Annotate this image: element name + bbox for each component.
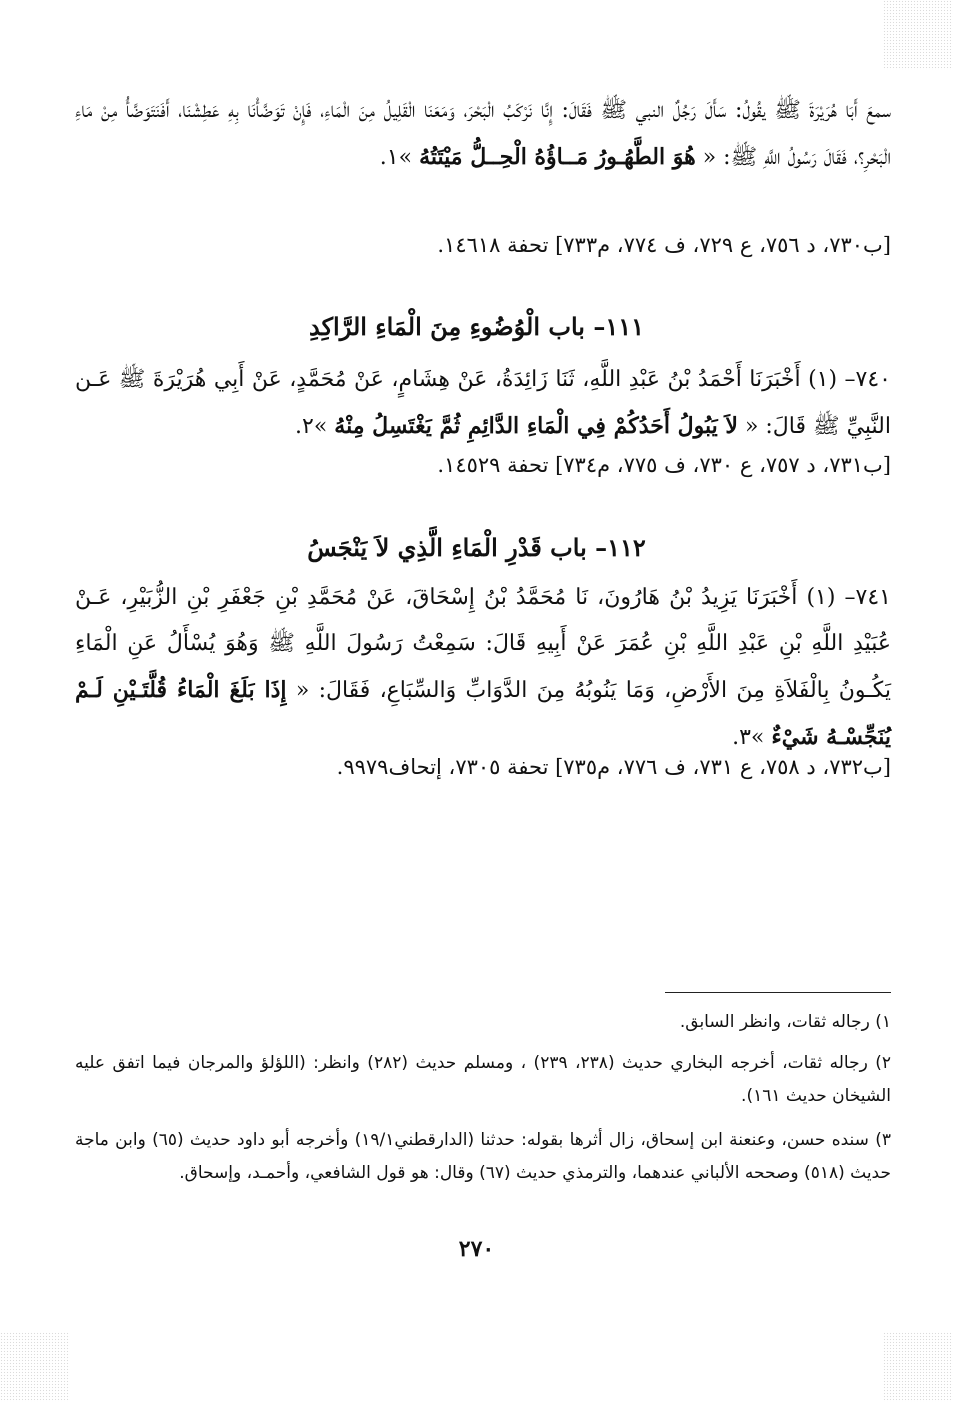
- page-number: ٢٧٠: [458, 1236, 495, 1262]
- footnote-3: ٣) سنده حسن، وعنعنة ابن إسحاق، زال أثرها بقوله: حدثنا (الدارقطني١٩/١) وأخرجه أبو داود حديث (٦٥) وابن ماجة حديث (٥١٨) وصححه الألباني عندهما، والترمذي حديث (٦٧) وقال: هو قول الشافعي، وأحمـد، وإسحاق.: [75, 1130, 891, 1183]
- scan-noise: [883, 1332, 953, 1402]
- hadith-740-main: ٧٤٠– (١) أَخْبَرَنَا أَحْمَدُ بْنُ عَبْدِ اللَّهِ، ثَنَا زَائِدَةُ، عَنْ هِشَامٍ، عَنْ مُحَمَّدٍ، عَنْ أَبِي هُرَيْرَةَ ﷺ عَـن النَّبِيِّ ﷺ قَالَ: «: [75, 367, 891, 439]
- hadith-740-end: »٢.: [295, 414, 328, 439]
- footnote-separator: [665, 992, 891, 993]
- hadith-741-main: ٧٤١– (١) أَخْبَرَنَا يَزِيدُ بْنُ هَارُونَ، نَا مُحَمَّدُ بْنُ إِسْحَاقَ، عَنْ مُحَمَّدِ بْنِ جَعْفَرِ بْنِ الزُّبَيْرِ، عَـنْ عُبَيْدِ اللَّهِ بْنِ عَبْدِ اللَّهِ بْنِ عُمَرَ عَنْ أَبِيهِ قَالَ: سَمِعْتُ رَسُولَ اللَّهِ ﷺ وَهُوَ يُسْأَلُ عَنِ الْمَاءِ يَكُـونُ بِالْفَلاَةِ مِنَ الأَرْضِ، وَمَا يَنُوبُهُ مِنَ الدَّوَابِّ وَالسِّبَاعِ، فَقَالَ: «: [75, 585, 891, 703]
- hadith-739-text: [75, 88, 891, 181]
- footnote-2: ٢) رجاله ثقات، أخرجه البخاري حديث (٢٣٨، ٢٣٩) ، ومسلم حديث (٢٨٢) وانظر: (اللؤلؤ والمرجان فيما اتفق عليه الشيخان حديث ١٦١).: [75, 1053, 892, 1106]
- hadith-739-prophetic-saying: هُوَ الطَّهُـورُ مَــاؤُهُ الْحِــلُّ مَيْتَتُهُ: [419, 144, 696, 170]
- hadith-741-prophetic-saying: إِذَا بَلَغَ الْمَاءُ قُلَّتَـيْنِ لَـمْ يُنَجِّسْـهُ شَيْءٌ: [75, 677, 891, 750]
- footnote-1: ١) رجاله ثقات، وانظر السابق.: [679, 1012, 891, 1032]
- chapter-111-title: ١١١– باب الْوُضُوءِ مِنَ الْمَاءِ الرَّاكِدِ: [309, 312, 644, 341]
- hadith-741-end: »٣.: [732, 725, 765, 750]
- hadith-739-reference: [ب٧٣٠، د ٧٥٦، ع ٧٢٩، ف ٧٧٤، م٧٣٣] تحفة ١٤٦١٨.: [437, 233, 891, 257]
- hadith-741-reference: [ب٧٣٢، د ٧٥٨، ع ٧٣١، ف ٧٧٦، م٧٣٥] تحفة ٧٣٠٥، إتحاف٩٩٧٩.: [336, 755, 891, 779]
- hadith-741-text: [75, 575, 891, 761]
- hadith-740-reference: [ب٧٣١، د ٧٥٧، ع ٧٣٠، ف ٧٧٥، م٧٣٤] تحفة ١٤٥٢٩.: [437, 453, 891, 477]
- hadith-739-main: سمعَ أَبَا هُرَيْرَةَ ﷺ يقُولُ: سَأَلَ رَجُلٌ النبي ﷺ فَقَالَ: إِنَّا نَرْكَبُ الْبَحْرَ، وَمَعَنَا الْقَلِيلُ مِنَ الْمَاءِ، فَإِنْ تَوَضَّأْنَا بِهِ عَطِشْنَا، أَفَنَتَوَضَّأُ مِنْ مَاءِ الْبَحْرِ؟، فَقَالَ رَسُولُ اللَّهِ ﷺ: «: [75, 98, 891, 170]
- hadith-740-text: [75, 357, 891, 450]
- hadith-740-prophetic-saying: لاَ يَبُولُ أَحَدُكُمْ فِي الْمَاءِ الدَّائِمِ ثُمَّ يَغْتَسِلُ مِنْهُ: [334, 413, 738, 439]
- scan-noise: [883, 0, 953, 70]
- chapter-112-title: ١١٢– باب قَدْرِ الْمَاءِ الَّذِي لاَ يَنْجَسُ: [307, 533, 646, 562]
- hadith-739-end: »١.: [379, 145, 413, 170]
- scan-noise: [0, 1332, 70, 1402]
